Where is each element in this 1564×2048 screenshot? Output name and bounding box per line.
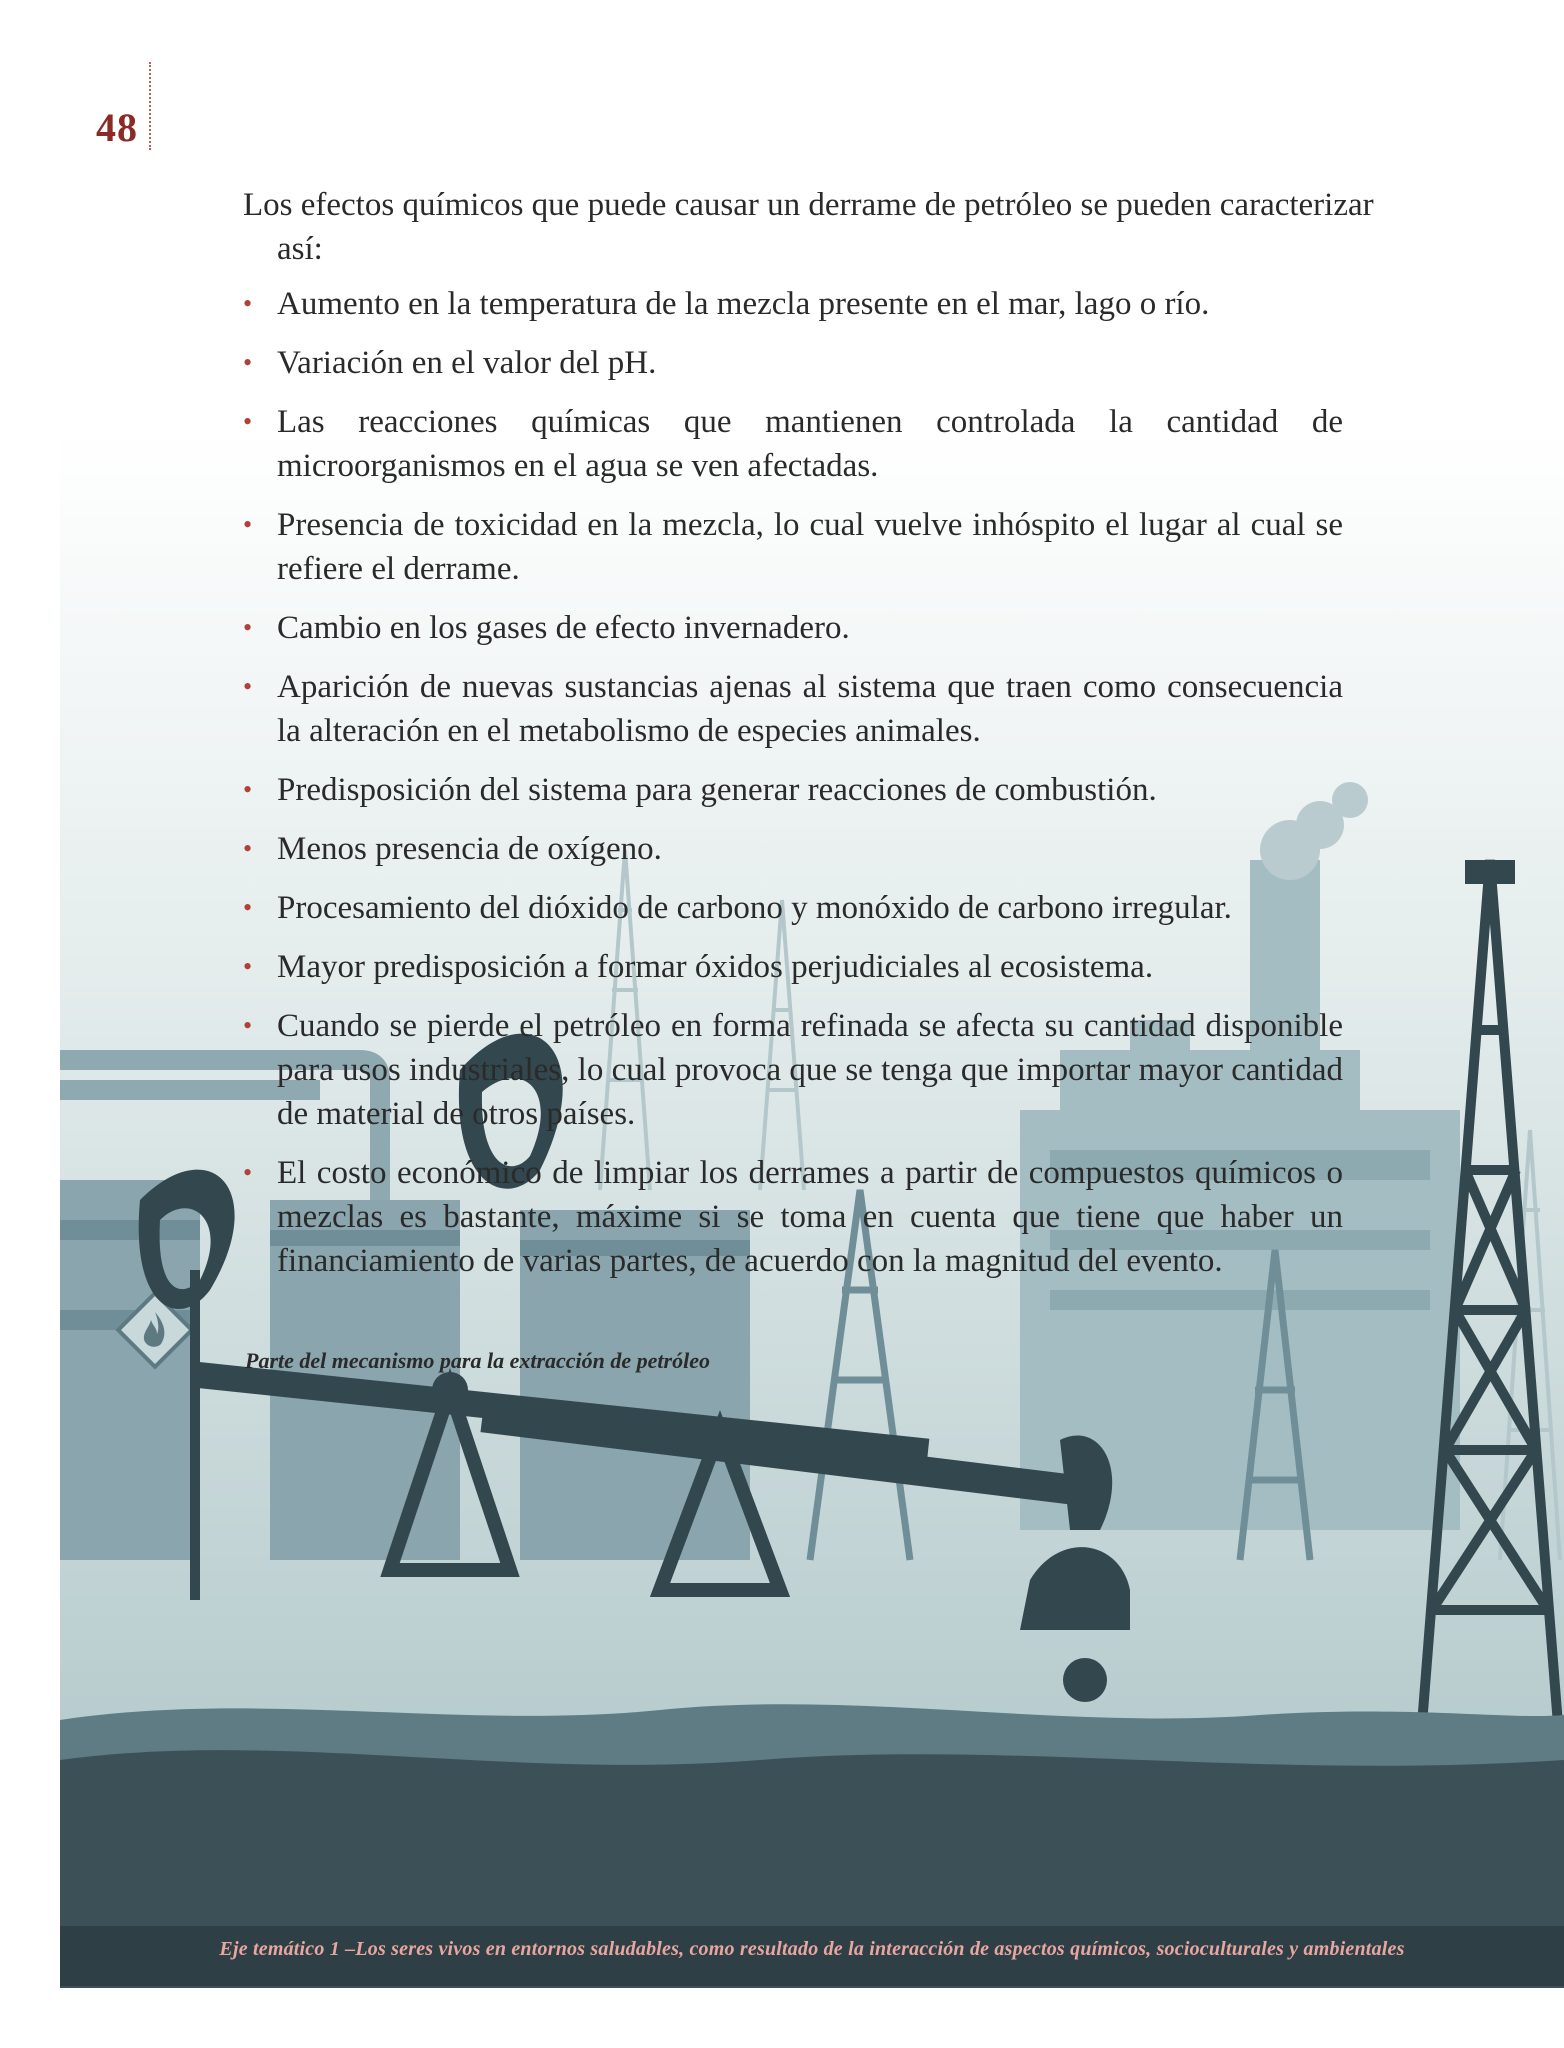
list-item: • Variación en el valor del pH.	[243, 341, 1343, 385]
bullet-icon: •	[243, 834, 253, 863]
list-item: • Cambio en los gases de efecto invernadero.	[243, 606, 1343, 650]
bullet-icon: •	[243, 613, 253, 642]
effects-list	[243, 282, 1343, 1298]
list-item: • Aumento en la temperatura de la mezcla presente en el mar, lago o río.	[243, 282, 1343, 326]
list-item: • Cuando se pierde el petróleo en forma refinada se afecta su cantidad disponible para usos industriales, lo cual provoca que se tenga que importar mayor cantidad de material de otros países.	[243, 1004, 1343, 1136]
list-item: • Procesamiento del dióxido de carbono y monóxido de carbono irregular.	[243, 886, 1343, 930]
image-caption: Parte del mecanismo para la extracción de petróleo	[245, 1348, 710, 1373]
list-item: • Mayor predisposición a formar óxidos perjudiciales al ecosistema.	[243, 945, 1343, 989]
list-item: • Presencia de toxicidad en la mezcla, lo cual vuelve inhóspito el lugar al cual se refiere el derrame.	[243, 503, 1343, 591]
intro-paragraph: Los efectos químicos que puede causar un derrame de petróleo se pueden caracterizar así:	[243, 187, 1374, 267]
bullet-icon: •	[243, 289, 253, 318]
derrick-top	[1465, 860, 1515, 884]
list-item: • Aparición de nuevas sustancias ajenas al sistema que traen como consecuencia la alteración en el metabolismo de especies animales.	[243, 665, 1343, 753]
bullet-icon: •	[243, 775, 253, 804]
bullet-icon: •	[243, 1158, 253, 1187]
list-item: • Menos presencia de oxígeno.	[243, 827, 1343, 871]
list-item: • Predisposición del sistema para generar reacciones de combustión.	[243, 768, 1343, 812]
bullet-icon: •	[243, 1011, 253, 1040]
bullet-icon: •	[243, 672, 253, 701]
bullet-icon: •	[243, 348, 253, 377]
footer-text: Eje temático 1 –Los seres vivos en entornos saludables, como resultado de la interacción de aspectos químicos, socioculturales y ambientales	[219, 1938, 1405, 1960]
page-number: 48	[96, 105, 138, 150]
bullet-icon: •	[243, 952, 253, 981]
bullet-icon: •	[243, 510, 253, 539]
bullet-icon: •	[243, 407, 253, 436]
list-item: • Las reacciones químicas que mantienen controlada la cantidad de microorganismos en el agua se ven afectadas.	[243, 400, 1343, 488]
bullet-icon: •	[243, 893, 253, 922]
page-number-rule	[149, 62, 151, 150]
list-item: • El costo económico de limpiar los derrames a partir de compuestos químicos o mezclas es bastante, máxime si se toma en cuenta que tiene que haber un financiamiento de varias partes, de acuerdo con la magnitud del evento.	[243, 1151, 1343, 1283]
